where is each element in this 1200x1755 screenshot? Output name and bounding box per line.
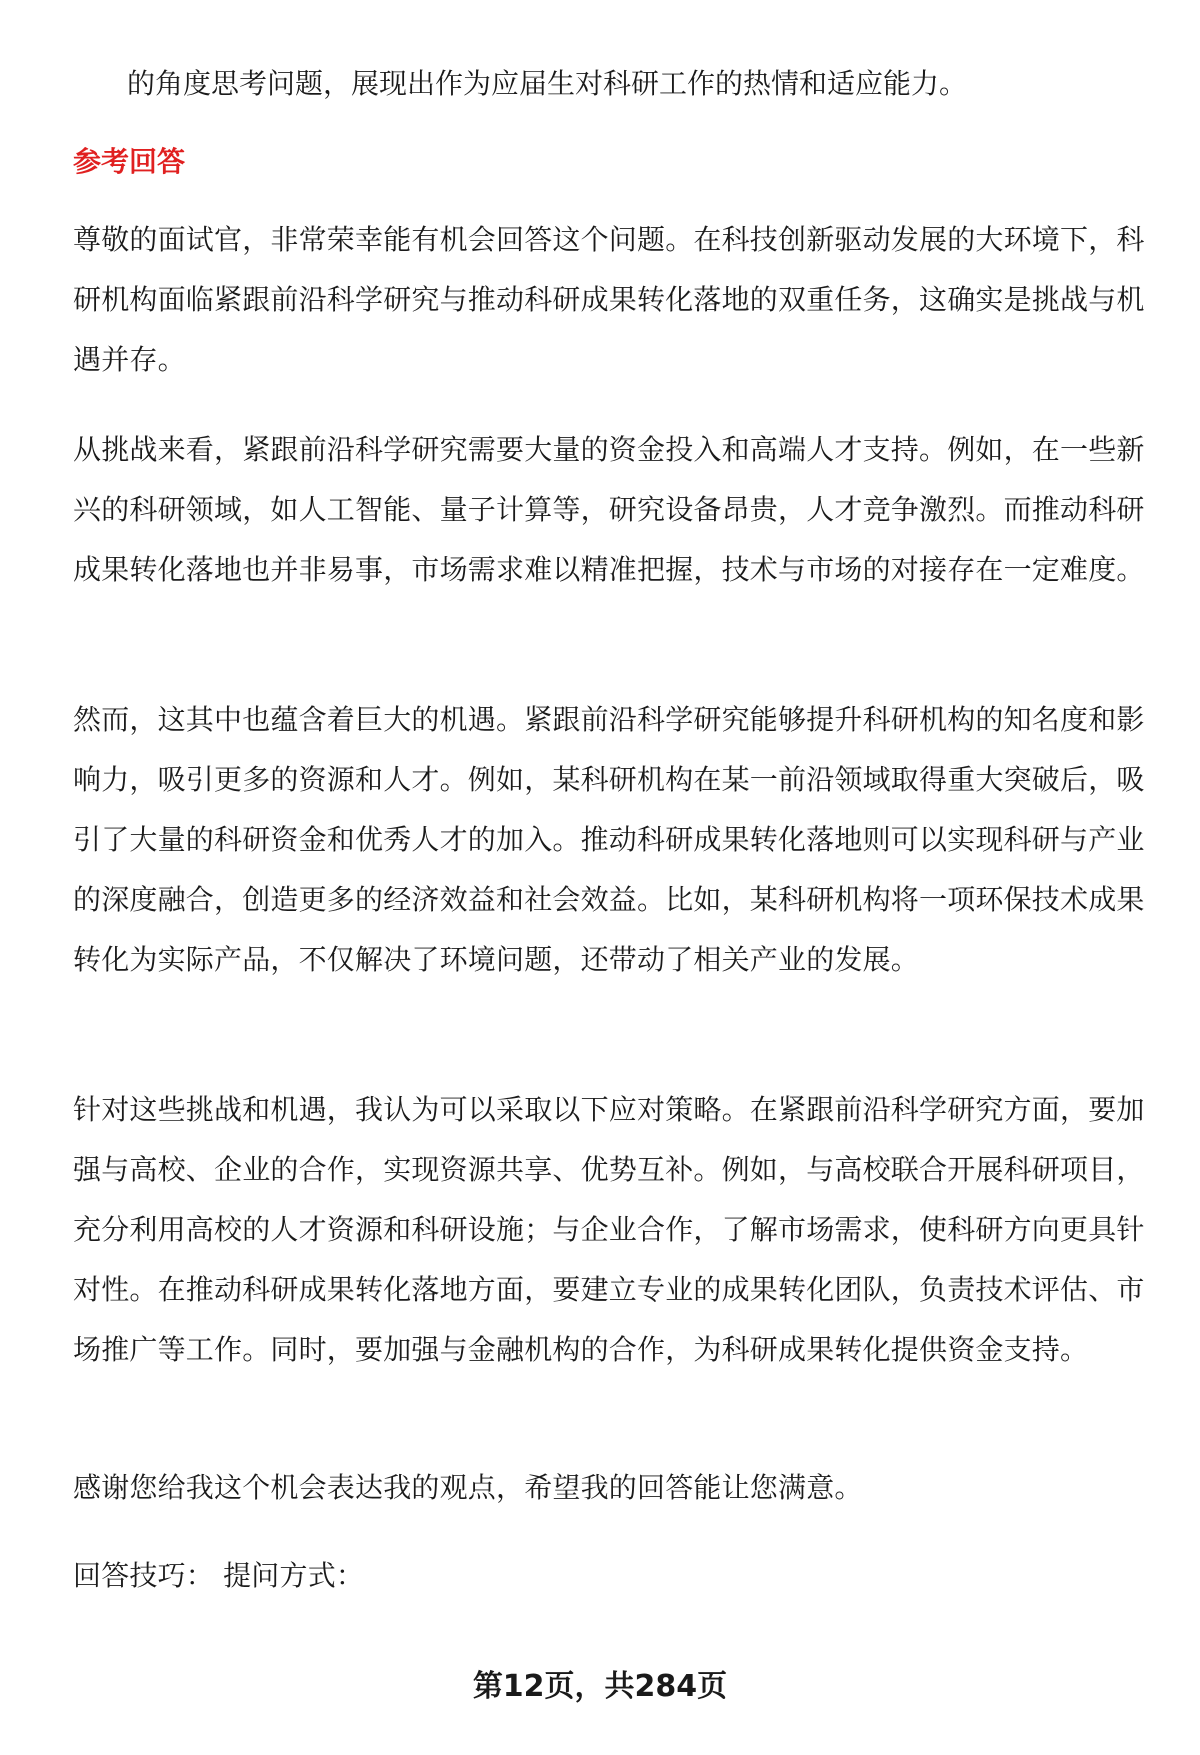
paragraph-challenges: 从挑战来看，紧跟前沿科学研究需要大量的资金投入和高端人才支持。例如，在一些新兴的科研领域，如人工智能、量子计算等，研究设备昂贵，人才竞争激烈。而推动科研成果转化落地也并非易事，市场需求难以精准把握，技术与市场的对接存在一定难度。 <box>73 433 1145 586</box>
paragraph-closing: 感谢您给我这个机会表达我的观点，希望我的回答能让您满意。 <box>73 1471 863 1504</box>
lead-line: 的角度思考问题，展现出作为应届生对科研工作的热情和适应能力。 <box>127 67 968 100</box>
page-number: 第12页，共284页 <box>472 1669 728 1704</box>
paragraph-strategies: 针对这些挑战和机遇，我认为可以采取以下应对策略。在紧跟前沿科学研究方面，要加强与高校、企业的合作，实现资源共享、优势互补。例如，与高校联合开展科研项目，充分利用高校的人才资源和科研设施；与企业合作，了解市场需求，使科研方向更具针对性。在推动科研成果转化落地方面，要建立专业的成果转化团队，负责技术评估、市场推广等工作。同时，要加强与金融机构的合作，为科研成果转化提供资金支持。 <box>73 1093 1145 1366</box>
paragraph-tips: 回答技巧： 提问方式： <box>73 1559 365 1592</box>
paragraph-opportunities: 然而，这其中也蕴含着巨大的机遇。紧跟前沿科学研究能够提升科研机构的知名度和影响力，吸引更多的资源和人才。例如，某科研机构在某一前沿领域取得重大突破后，吸引了大量的科研资金和优秀人才的加入。推动科研成果转化落地则可以实现科研与产业的深度融合，创造更多的经济效益和社会效益。比如，某科研机构将一项环保技术成果转化为实际产品，不仅解决了环境问题，还带动了相关产业的发展。 <box>73 703 1145 976</box>
paragraph-intro: 尊敬的面试官，非常荣幸能有机会回答这个问题。在科技创新驱动发展的大环境下，科研机构面临紧跟前沿科学研究与推动科研成果转化落地的双重任务，这确实是挑战与机遇并存。 <box>73 223 1145 376</box>
section-title: 参考回答 <box>73 145 186 178</box>
